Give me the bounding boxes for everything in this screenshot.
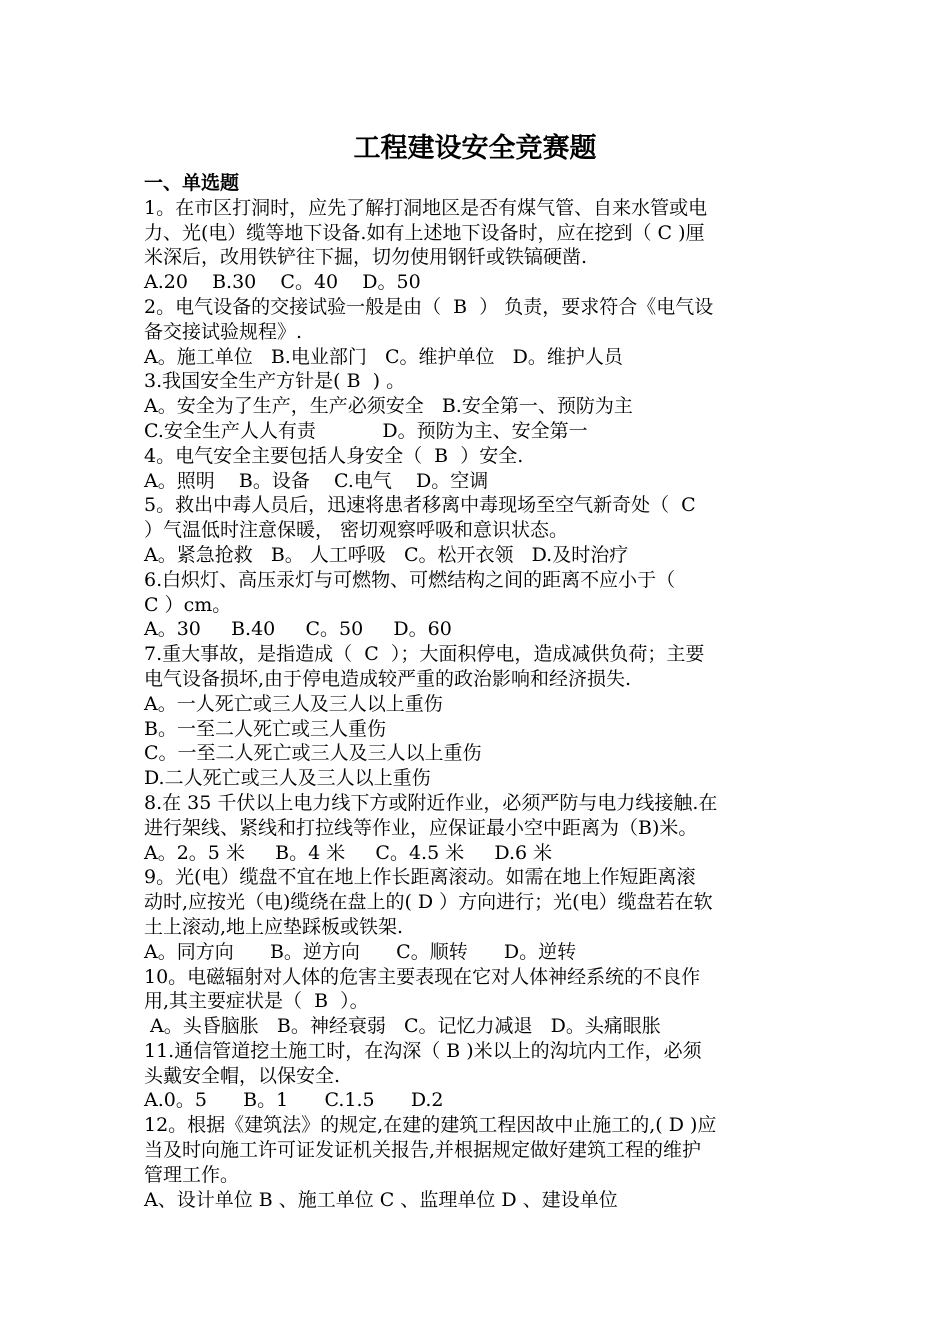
text-line: 2。电气设备的交接试验一般是由（ B ） 负责，要求符合《电气设 xyxy=(144,295,714,318)
text-line: A.20 B.30 C。40 D。50 xyxy=(144,271,421,294)
text-line: 10。电磁辐射对人体的危害主要表现在它对人体神经系统的不良作 xyxy=(144,965,701,988)
text-line: A。安全为了生产，生产必须安全 B.安全第一、预防为主 xyxy=(144,395,633,418)
document-title: 工程建设安全竞赛题 xyxy=(353,133,597,164)
text-line: 动时,应按光（电)缆绕在盘上的( D ）方向进行；光(电）缆盘若在软 xyxy=(144,891,713,914)
text-line: A。同方向 B。逆方向 C。顺转 D。逆转 xyxy=(144,940,577,963)
text-line: 头戴安全帽，以保安全. xyxy=(144,1064,341,1087)
text-line: 用,其主要症状是（ B ）。 xyxy=(144,990,369,1013)
text-line: 电气设备损坏,由于停电造成较严重的政治影响和经济损失. xyxy=(144,667,632,690)
text-line: 1。在市区打洞时，应先了解打洞地区是否有煤气管、自来水管或电 xyxy=(144,196,708,219)
text-line: 12。根据《建筑法》的规定,在建的建筑工程因故中止施工的,( D )应 xyxy=(144,1114,717,1137)
text-line: 11.通信管道挖土施工时，在沟深（ B )米以上的沟坑内工作，必须 xyxy=(144,1039,702,1062)
text-line: D.二人死亡或三人及三人以上重伤 xyxy=(144,767,431,790)
text-line: ）气温低时注意保暖， 密切观察呼吸和意识状态。 xyxy=(144,519,569,542)
text-line: B。一至二人死亡或三人重伤 xyxy=(144,717,386,740)
section-heading: 一、单选题 xyxy=(144,172,240,194)
text-line: 6.白炽灯、高压汞灯与可燃物、可燃结构之间的距离不应小于（ xyxy=(144,568,676,591)
text-line: A。头昏脑胀 B。神经衰弱 C。记忆力减退 D。头痛眼胀 xyxy=(144,1015,661,1038)
text-line: C ）cm。 xyxy=(144,593,232,616)
text-line: 8.在 35 千伏以上电力线下方或附近作业，必须严防与电力线接触.在 xyxy=(144,791,718,814)
text-line: A、设计单位 B 、施工单位 C 、监理单位 D 、建设单位 xyxy=(144,1188,618,1211)
text-line: 9。光(电）缆盘不宜在地上作长距离滚动。如需在地上作短距离滚 xyxy=(144,866,696,889)
text-line: 管理工作。 xyxy=(144,1163,240,1186)
text-line: A。2。5 米 B。4 米 C。4.5 米 D.6 米 xyxy=(144,841,553,864)
text-line: C。一至二人死亡或三人及三人以上重伤 xyxy=(144,742,482,765)
question-list xyxy=(144,171,809,1212)
text-line: A。一人死亡或三人及三人以上重伤 xyxy=(144,692,443,715)
text-line: 备交接试验规程》. xyxy=(144,320,303,343)
text-line: 力、光(电）缆等地下设备.如有上述地下设备时，应在挖到（ C )厘 xyxy=(144,221,705,244)
text-line: A。30 B.40 C。50 D。60 xyxy=(144,618,452,641)
text-line: C.安全生产人人有责 D。预防为主、安全第一 xyxy=(144,419,588,442)
text-line: 3.我国安全生产方针是( B ) 。 xyxy=(144,370,406,393)
text-line: 当及时向施工许可证发证机关报告,并根据规定做好建筑工程的维护 xyxy=(144,1139,702,1162)
text-line: A。施工单位 B.电业部门 C。维护单位 D。维护人员 xyxy=(144,345,623,368)
text-line: 7.重大事故，是指造成（ C ）；大面积停电，造成减供负荷；主要 xyxy=(144,643,705,666)
text-line: 土上滚动,地上应垫踩板或铁架. xyxy=(144,915,404,938)
text-line: 米深后，改用铁铲往下掘，切勿使用钢钎或铁镐硬凿. xyxy=(144,246,588,269)
text-line: 5。救出中毒人员后，迅速将患者移离中毒现场至空气新奇处（ C xyxy=(144,494,696,517)
text-line: A.0。5 B。1 C.1.5 D.2 xyxy=(144,1089,444,1112)
text-line: 进行架线、紧线和打拉线等作业，应保证最小空中距离为（B)米。 xyxy=(144,816,698,839)
text-line: A。照明 B。设备 C.电气 D。空调 xyxy=(144,469,489,492)
text-line: A。紧急抢救 B。 人工呼吸 C。松开衣领 D.及时治疗 xyxy=(144,543,629,566)
text-line: 4。电气安全主要包括人身安全（ B ）安全. xyxy=(144,444,524,467)
